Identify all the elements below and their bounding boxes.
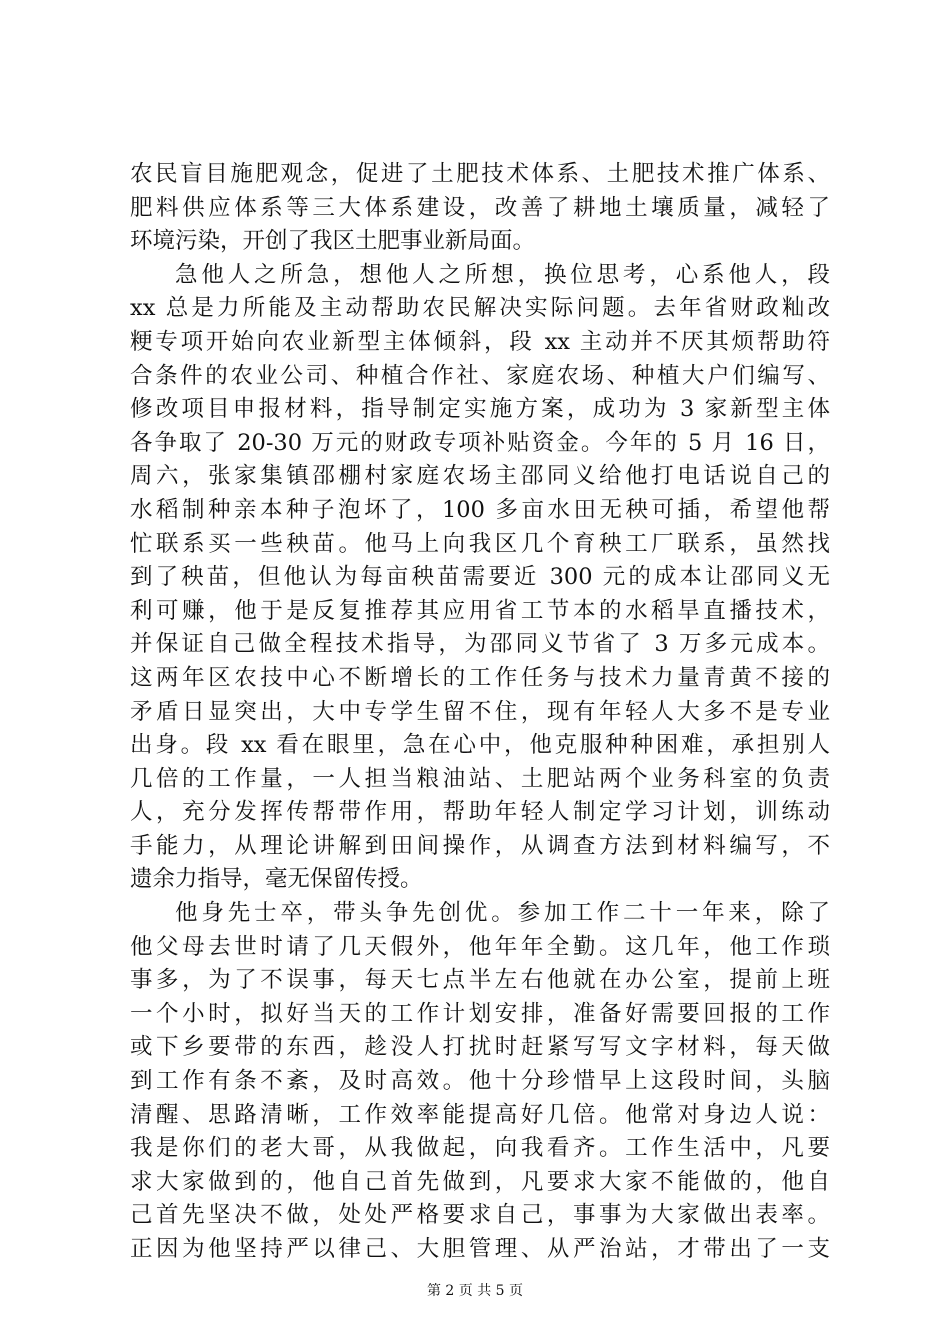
text-line: 一个小时，拟好当天的工作计划安排，准备好需要回报的工作 bbox=[130, 1000, 830, 1027]
text-line: 到工作有条不紊，及时高效。他十分珍惜早上这段时间，头脑 bbox=[130, 1068, 830, 1095]
text-line: 利可赚，他于是反复推荐其应用省工节本的水稻旱直播技术， bbox=[130, 597, 830, 624]
text-line: 我是你们的老大哥，从我做起，向我看齐。工作生活中，凡要 bbox=[130, 1135, 830, 1162]
paragraph bbox=[130, 158, 830, 259]
text-line: 正因为他坚持严以律己、大胆管理、从严治站，才带出了一支 bbox=[130, 1236, 830, 1262]
page-footer: 第 2 页 共 5 页 bbox=[426, 1283, 524, 1299]
text-line: 肥料供应体系等三大体系建设，改善了耕地土壤质量，减轻了 bbox=[130, 194, 830, 221]
text-line: 水稻制种亲本种子泡坏了，100 多亩水田无秧可插，希望他帮 bbox=[130, 496, 830, 523]
text-line: 忙联系买一些秧苗。他马上向我区几个育秧工厂联系，虽然找 bbox=[130, 530, 830, 557]
text-line: 各争取了 20-30 万元的财政专项补贴资金。今年的 5 月 16 日， bbox=[130, 429, 830, 456]
text-line: 修改项目申报材料，指导制定实施方案，成功为 3 家新型主体 bbox=[130, 396, 830, 423]
body-text bbox=[130, 158, 830, 1267]
text-line: 出身。段 xx 看在眼里，急在心中，他克服种种困难，承担别人 bbox=[130, 732, 830, 759]
text-line: 事多，为了不误事，每天七点半左右他就在办公室，提前上班 bbox=[130, 967, 830, 994]
text-line: 或下乡要带的东西，趁没人打扰时赶紧写写文字材料，每天做 bbox=[130, 1034, 830, 1061]
text-line: 几倍的工作量，一人担当粮油站、土肥站两个业务科室的负责 bbox=[130, 765, 830, 792]
text-line: 他父母去世时请了几天假外，他年年全勤。这几年，他工作琐 bbox=[130, 933, 830, 960]
paragraph bbox=[130, 259, 830, 897]
text-line: 这两年区农技中心不断增长的工作任务与技术力量青黄不接的 bbox=[130, 664, 830, 691]
text-line: 己首先坚决不做，处处严格要求自己，事事为大家做出表率。 bbox=[130, 1202, 830, 1229]
text-line: 急他人之所急，想他人之所想，换位思考，心系他人，段 bbox=[175, 261, 830, 288]
text-line: 并保证自己做全程技术指导，为邵同义节省了 3 万多元成本。 bbox=[130, 631, 830, 658]
paragraph bbox=[130, 897, 830, 1267]
text-line: 人，充分发挥传帮带作用，帮助年轻人制定学习计划，训练动 bbox=[130, 799, 830, 826]
text-line: 清醒、思路清晰，工作效率能提高好几倍。他常对身边人说： bbox=[130, 1101, 830, 1128]
text-line: 求大家做到的，他自己首先做到，凡要求大家不能做的，他自 bbox=[130, 1168, 830, 1195]
text-line: 他身先士卒，带头争先创优。参加工作二十一年来，除了 bbox=[175, 900, 830, 927]
text-line: 合条件的农业公司、种植合作社、家庭农场、种植大户们编写、 bbox=[130, 362, 830, 389]
text-line: 周六，张家集镇邵棚村家庭农场主邵同义给他打电话说自己的 bbox=[130, 463, 830, 490]
text-line: 手能力，从理论讲解到田间操作，从调查方法到材料编写，不 bbox=[130, 832, 830, 859]
text-line: 遗余力指导，毫无保留传授。 bbox=[130, 866, 423, 893]
text-line: 环境污染，开创了我区土肥事业新局面。 bbox=[130, 228, 536, 255]
text-line: 农民盲目施肥观念，促进了土肥技术体系、土肥技术推广体系、 bbox=[130, 161, 830, 187]
text-line: xx 总是力所能及主动帮助农民解决实际问题。去年省财政籼改 bbox=[130, 295, 830, 322]
text-line: 粳专项开始向农业新型主体倾斜，段 xx 主动并不厌其烦帮助符 bbox=[130, 328, 830, 355]
text-line: 矛盾日显突出，大中专学生留不住，现有年轻人大多不是专业 bbox=[130, 698, 830, 725]
text-line: 到了秧苗，但他认为每亩秧苗需要近 300 元的成本让邵同义无 bbox=[130, 564, 830, 591]
